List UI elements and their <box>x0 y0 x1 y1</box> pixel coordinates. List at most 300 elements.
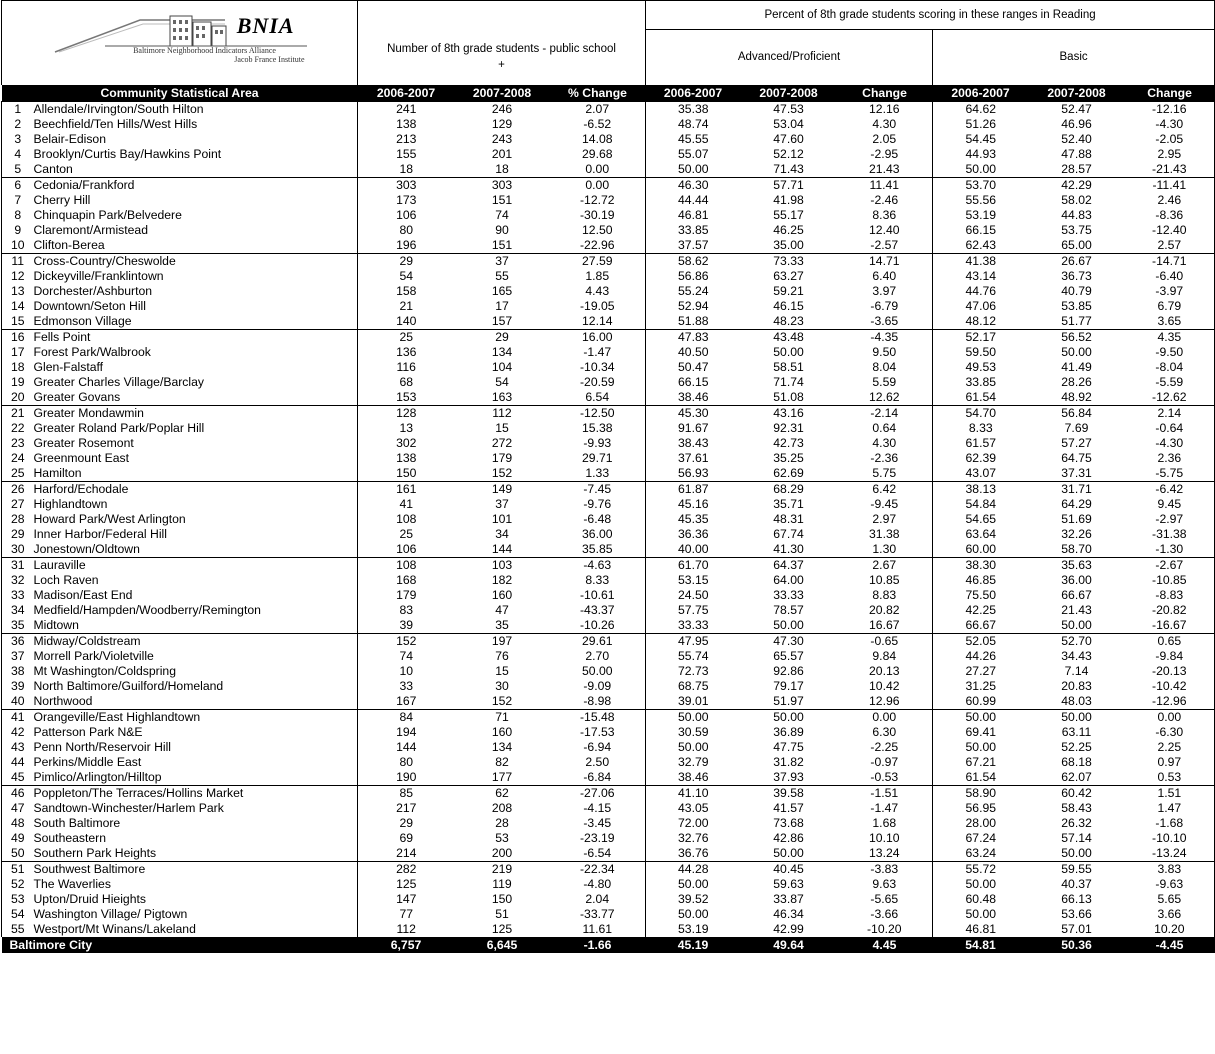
col-adv-change: Change <box>837 85 933 102</box>
row-value: 62 <box>455 786 550 802</box>
table-row <box>2 877 1215 892</box>
table-row <box>2 466 1215 482</box>
row-value: 151 <box>491 238 513 252</box>
row-value: -2.67 <box>1125 558 1215 574</box>
row-value: 10.42 <box>837 679 933 694</box>
row-value: 12.96 <box>837 694 933 710</box>
row-value: 9.84 <box>837 649 933 664</box>
row-value: 27.27 <box>965 664 997 678</box>
row-value: 39.52 <box>678 892 709 906</box>
row-index: 14 <box>2 299 32 314</box>
row-index: 6 <box>2 178 32 194</box>
table-row <box>2 193 1215 208</box>
row-area-name: Westport/Mt Winans/Lakeland <box>32 922 358 937</box>
row-value: -3.65 <box>837 314 933 330</box>
row-value: 33.33 <box>773 588 804 602</box>
row-index: 41 <box>2 710 32 726</box>
row-value: 36.89 <box>773 725 804 739</box>
row-value: 20.13 <box>837 664 933 679</box>
row-value: 60.00 <box>965 542 997 556</box>
row-value: -6.79 <box>837 299 933 314</box>
row-value: 3.65 <box>1125 314 1215 330</box>
table-row <box>2 375 1215 390</box>
row-index: 25 <box>2 466 32 482</box>
row-index: 20 <box>2 390 32 406</box>
row-value: 35.38 <box>646 102 741 118</box>
row-value: 31.38 <box>837 527 933 542</box>
row-value: 58.62 <box>646 254 741 270</box>
row-area-name: Downtown/Seton Hill <box>32 299 358 314</box>
row-value: 78.57 <box>773 603 804 617</box>
row-value: -7.45 <box>550 482 646 498</box>
row-index: 13 <box>2 284 32 299</box>
row-index: 28 <box>2 512 32 527</box>
row-value: 190 <box>396 770 417 784</box>
row-value: 55.07 <box>678 147 709 161</box>
row-area-name: Upton/Druid Hieights <box>32 892 358 907</box>
table-row <box>2 755 1215 770</box>
row-value: 55.56 <box>965 193 997 207</box>
row-value: 151 <box>491 193 513 207</box>
row-value: -2.97 <box>1125 512 1215 527</box>
row-value: 69 <box>399 831 414 845</box>
row-value: 40.50 <box>678 345 709 359</box>
row-value: 45.16 <box>678 497 709 511</box>
table-row <box>2 816 1215 831</box>
row-value: 152 <box>491 694 513 708</box>
table-row <box>2 649 1215 664</box>
row-area-name: Northwood <box>32 694 358 710</box>
row-value: 41 <box>399 497 414 511</box>
row-value: 50.00 <box>1061 345 1092 359</box>
row-value: 31.82 <box>773 755 804 769</box>
row-value: 0.97 <box>1125 755 1215 770</box>
row-value: 35 <box>495 618 509 632</box>
row-value: -8.36 <box>1125 208 1215 223</box>
row-value: 46.25 <box>773 223 804 237</box>
row-value: -4.15 <box>550 801 646 816</box>
table-row <box>2 269 1215 284</box>
row-area-name: Harford/Echodale <box>32 482 358 498</box>
row-value: 208 <box>491 801 513 815</box>
table-row <box>2 102 1215 118</box>
row-value: -4.80 <box>550 877 646 892</box>
row-value: 29.61 <box>550 634 646 650</box>
column-header-row <box>2 85 1215 102</box>
row-value: 50.00 <box>678 877 709 891</box>
row-value: 0.00 <box>550 162 646 178</box>
row-value: 71.74 <box>773 375 804 389</box>
row-value: 54.84 <box>965 497 997 511</box>
row-value: 29.71 <box>550 451 646 466</box>
row-value: 116 <box>396 360 416 374</box>
row-value: 60.42 <box>1029 786 1125 802</box>
table-row <box>2 162 1215 178</box>
row-value: -6.40 <box>1125 269 1215 284</box>
adv-header-title: Advanced/Proficient <box>646 30 933 86</box>
row-value: 38.13 <box>933 482 1029 498</box>
row-value: 165 <box>491 284 513 298</box>
table-row <box>2 892 1215 907</box>
row-value: 52.05 <box>933 634 1029 650</box>
row-value: 50.00 <box>1061 618 1092 632</box>
row-value: 58.90 <box>933 786 1029 802</box>
row-value: 43.16 <box>741 406 837 422</box>
row-value: -5.75 <box>1125 466 1215 482</box>
row-value: 43.05 <box>678 801 709 815</box>
row-value: 56.84 <box>1029 406 1125 422</box>
row-value: 2.46 <box>1125 193 1215 208</box>
row-value: -10.10 <box>1125 831 1215 846</box>
row-value: 83 <box>399 603 414 617</box>
row-area-name: Penn North/Reservoir Hill <box>32 740 358 755</box>
row-index: 30 <box>2 542 32 558</box>
row-index: 26 <box>2 482 32 498</box>
row-value: 14.08 <box>550 132 646 147</box>
row-value: 59.63 <box>773 877 804 891</box>
row-value: 54.45 <box>965 132 997 146</box>
row-value: 128 <box>358 406 455 422</box>
row-area-name: Greater Mondawmin <box>32 406 358 422</box>
row-value: -3.97 <box>1125 284 1215 299</box>
row-value: 73.68 <box>773 816 804 830</box>
total-value: 49.64 <box>741 937 837 953</box>
table-row <box>2 679 1215 694</box>
row-value: 56.86 <box>678 269 709 283</box>
table-row <box>2 542 1215 558</box>
row-value: 46.85 <box>965 573 997 587</box>
row-value: 104 <box>491 360 513 374</box>
row-value: 66.67 <box>1061 588 1092 602</box>
row-area-name: Cedonia/Frankford <box>32 178 358 194</box>
row-value: 59.50 <box>965 345 997 359</box>
row-value: 58.70 <box>1061 542 1092 556</box>
row-index: 43 <box>2 740 32 755</box>
row-area-name: North Baltimore/Guilford/Homeland <box>32 679 358 694</box>
row-index: 2 <box>2 117 32 132</box>
row-value: 51 <box>495 907 509 921</box>
row-value: -2.57 <box>837 238 933 254</box>
row-area-name: Hamilton <box>32 466 358 482</box>
row-index: 12 <box>2 269 32 284</box>
row-value: 0.64 <box>837 421 933 436</box>
row-value: 42.86 <box>773 831 804 845</box>
row-value: 7.69 <box>1064 421 1089 435</box>
row-area-name: Greater Rosemont <box>32 436 358 451</box>
table-row <box>2 907 1215 922</box>
row-value: 45.35 <box>678 512 709 526</box>
row-value: 50.00 <box>773 345 804 359</box>
row-value: 0.00 <box>550 178 646 194</box>
row-value: 56.52 <box>1029 330 1125 346</box>
row-value: 1.68 <box>837 816 933 831</box>
row-value: 272 <box>491 436 513 450</box>
row-value: 55 <box>495 269 509 283</box>
row-value: 50.00 <box>678 162 709 176</box>
table-row <box>2 527 1215 542</box>
row-value: 62.39 <box>965 451 997 465</box>
row-value: 52.94 <box>678 299 709 313</box>
table-row <box>2 147 1215 162</box>
row-index: 48 <box>2 816 32 831</box>
row-value: 5.65 <box>1125 892 1215 907</box>
row-index: 17 <box>2 345 32 360</box>
row-value: 103 <box>455 558 550 574</box>
row-value: 18 <box>399 162 414 176</box>
row-value: -9.63 <box>1125 877 1215 892</box>
row-value: 5.59 <box>837 375 933 390</box>
row-value: 79.17 <box>773 679 804 693</box>
row-value: 50.00 <box>965 162 997 176</box>
row-value: 20.82 <box>837 603 933 618</box>
row-area-name: Midtown <box>32 618 358 634</box>
row-value: -2.05 <box>1125 132 1215 147</box>
table-row <box>2 558 1215 574</box>
row-value: 2.05 <box>837 132 933 147</box>
row-value: 37.31 <box>1061 466 1092 480</box>
row-index: 40 <box>2 694 32 710</box>
row-value: 52.12 <box>773 147 804 161</box>
row-value: -5.65 <box>837 892 933 907</box>
row-index: 53 <box>2 892 32 907</box>
row-area-name: Inner Harbor/Federal Hill <box>32 527 358 542</box>
row-value: 61.54 <box>965 390 997 404</box>
row-value: 46.34 <box>773 907 804 921</box>
row-value: 140 <box>396 314 417 328</box>
row-value: 29 <box>358 254 455 270</box>
row-value: 125 <box>491 922 513 936</box>
row-value: 42.29 <box>1029 178 1125 194</box>
row-value: 77 <box>399 907 414 921</box>
row-value: 48.92 <box>1061 390 1092 404</box>
row-value: 50.00 <box>550 664 646 679</box>
row-value: 32.26 <box>1061 527 1092 541</box>
row-value: 44.76 <box>965 284 997 298</box>
row-area-name: Greater Govans <box>32 390 358 406</box>
row-value: 8.33 <box>968 421 993 435</box>
row-value: 21 <box>399 299 414 313</box>
table-row <box>2 223 1215 238</box>
row-value: 106 <box>396 542 417 556</box>
col-basic-y1: 2006-2007 <box>933 85 1029 102</box>
row-value: -20.82 <box>1125 603 1215 618</box>
row-value: 21.43 <box>837 162 933 178</box>
row-value: 51.77 <box>1061 314 1092 328</box>
row-value: 2.95 <box>1125 147 1215 162</box>
row-value: 61.57 <box>965 436 997 450</box>
row-value: 67.74 <box>773 527 804 541</box>
row-value: 66.67 <box>965 618 997 632</box>
row-value: 41.57 <box>773 801 804 815</box>
row-area-name: Loch Raven <box>32 573 358 588</box>
row-value: 66.15 <box>678 375 709 389</box>
row-value: 35.85 <box>550 542 646 558</box>
row-index: 16 <box>2 330 32 346</box>
row-value: -12.40 <box>1125 223 1215 238</box>
table-row <box>2 740 1215 755</box>
table-row <box>2 725 1215 740</box>
row-value: 73.33 <box>741 254 837 270</box>
row-value: 66.13 <box>1061 892 1092 906</box>
table-row <box>2 451 1215 466</box>
table-row <box>2 846 1215 862</box>
row-value: 59.21 <box>773 284 804 298</box>
row-value: 11.61 <box>550 922 646 937</box>
row-value: 50.00 <box>1029 710 1125 726</box>
row-value: 51.69 <box>1061 512 1092 526</box>
row-value: 2.25 <box>1125 740 1215 755</box>
row-value: 48.23 <box>773 314 804 328</box>
row-value: 47.95 <box>646 634 741 650</box>
row-value: 37.93 <box>773 770 804 784</box>
row-index: 15 <box>2 314 32 330</box>
row-value: 6.54 <box>550 390 646 406</box>
row-value: 29 <box>455 330 550 346</box>
row-value: -20.13 <box>1125 664 1215 679</box>
row-value: 36.00 <box>1061 573 1092 587</box>
total-value: 4.45 <box>837 937 933 953</box>
row-index: 34 <box>2 603 32 618</box>
row-value: 28.26 <box>1061 375 1092 389</box>
logo-cell <box>2 1 358 86</box>
table-row <box>2 254 1215 270</box>
row-value: 26.32 <box>1061 816 1092 830</box>
row-value: 45.55 <box>678 132 709 146</box>
row-index: 52 <box>2 877 32 892</box>
row-index: 7 <box>2 193 32 208</box>
row-index: 38 <box>2 664 32 679</box>
row-value: 27.59 <box>550 254 646 270</box>
row-value: 52.17 <box>933 330 1029 346</box>
row-value: 150 <box>491 892 513 906</box>
total-label: Baltimore City <box>2 937 358 953</box>
row-value: 9.63 <box>837 877 933 892</box>
row-index: 51 <box>2 862 32 878</box>
row-value: 38.46 <box>678 770 709 784</box>
row-value: 28 <box>495 816 509 830</box>
row-value: -15.48 <box>550 710 646 726</box>
row-index: 44 <box>2 755 32 770</box>
row-value: 44.28 <box>646 862 741 878</box>
row-value: 52.70 <box>1029 634 1125 650</box>
row-value: 9.50 <box>837 345 933 360</box>
row-value: -43.37 <box>550 603 646 618</box>
row-value: 201 <box>491 147 513 161</box>
row-value: 39 <box>399 618 414 632</box>
row-value: 64.29 <box>1061 497 1092 511</box>
row-value: -6.30 <box>1125 725 1215 740</box>
row-value: 8.04 <box>837 360 933 375</box>
row-value: 39.01 <box>678 694 709 708</box>
row-area-name: Morrell Park/Violetville <box>32 649 358 664</box>
row-value: -2.95 <box>837 147 933 162</box>
row-value: -22.34 <box>550 862 646 878</box>
row-value: 0.53 <box>1125 770 1215 786</box>
row-value: -20.59 <box>550 375 646 390</box>
row-area-name: Greater Charles Village/Barclay <box>32 375 358 390</box>
row-value: 52.47 <box>1029 102 1125 118</box>
row-value: -3.66 <box>837 907 933 922</box>
row-index: 23 <box>2 436 32 451</box>
table-row <box>2 588 1215 603</box>
row-value: 106 <box>396 208 417 222</box>
row-area-name: Brooklyn/Curtis Bay/Hawkins Point <box>32 147 358 162</box>
row-value: 13 <box>399 421 414 435</box>
logo-line-2: Jacob France Institute <box>234 54 305 64</box>
row-value: 50.00 <box>741 710 837 726</box>
row-value: 6.42 <box>837 482 933 498</box>
row-value: 50.00 <box>965 740 997 754</box>
row-value: 241 <box>358 102 455 118</box>
row-index: 45 <box>2 770 32 786</box>
row-value: 129 <box>491 117 513 131</box>
col-basic-change: Change <box>1125 85 1215 102</box>
table-row <box>2 178 1215 194</box>
row-area-name: Poppleton/The Terraces/Hollins Market <box>32 786 358 802</box>
row-index: 19 <box>2 375 32 390</box>
row-value: 8.36 <box>837 208 933 223</box>
row-value: 197 <box>455 634 550 650</box>
row-value: 43.07 <box>965 466 997 480</box>
row-value: 302 <box>396 436 417 450</box>
row-value: 46.96 <box>1061 117 1092 131</box>
row-value: -33.77 <box>550 907 646 922</box>
row-value: 62.43 <box>965 238 997 252</box>
row-value: 41.38 <box>933 254 1029 270</box>
row-value: 53.85 <box>1061 299 1092 313</box>
row-area-name: Dorchester/Ashburton <box>32 284 358 299</box>
row-value: 2.50 <box>550 755 646 770</box>
row-value: 12.40 <box>837 223 933 238</box>
row-value: 179 <box>396 588 417 602</box>
row-value: 7.14 <box>1064 664 1089 678</box>
logo-mark: BNIA <box>236 12 295 38</box>
row-value: 152 <box>491 466 513 480</box>
row-index: 42 <box>2 725 32 740</box>
row-area-name: Mt Washington/Coldspring <box>32 664 358 679</box>
table-row <box>2 360 1215 375</box>
col-adv-y1: 2006-2007 <box>646 85 741 102</box>
row-index: 46 <box>2 786 32 802</box>
row-value: 2.67 <box>837 558 933 574</box>
table-row <box>2 862 1215 878</box>
row-value: -6.54 <box>550 846 646 862</box>
row-value: -27.06 <box>550 786 646 802</box>
row-value: 40.45 <box>741 862 837 878</box>
row-value: 54.70 <box>933 406 1029 422</box>
row-area-name: Southern Park Heights <box>32 846 358 862</box>
row-value: -3.83 <box>837 862 933 878</box>
row-value: 47.75 <box>773 740 804 754</box>
row-value: 52.40 <box>1061 132 1092 146</box>
row-area-name: Jonestown/Oldtown <box>32 542 358 558</box>
table-row <box>2 786 1215 802</box>
row-value: 112 <box>455 406 550 422</box>
row-value: 11.41 <box>837 178 933 194</box>
row-value: 53.70 <box>933 178 1029 194</box>
col-area: Community Statistical Area <box>2 85 358 102</box>
logo-text <box>105 46 305 64</box>
row-value: 76 <box>495 649 509 663</box>
row-value: 158 <box>396 284 417 298</box>
row-value: 63.11 <box>1061 725 1092 739</box>
row-value: 80 <box>399 755 414 769</box>
row-value: 12.14 <box>550 314 646 330</box>
row-value: 60.48 <box>965 892 997 906</box>
row-area-name: Midway/Coldstream <box>32 634 358 650</box>
row-value: 32.79 <box>678 755 709 769</box>
row-value: 54 <box>399 269 414 283</box>
